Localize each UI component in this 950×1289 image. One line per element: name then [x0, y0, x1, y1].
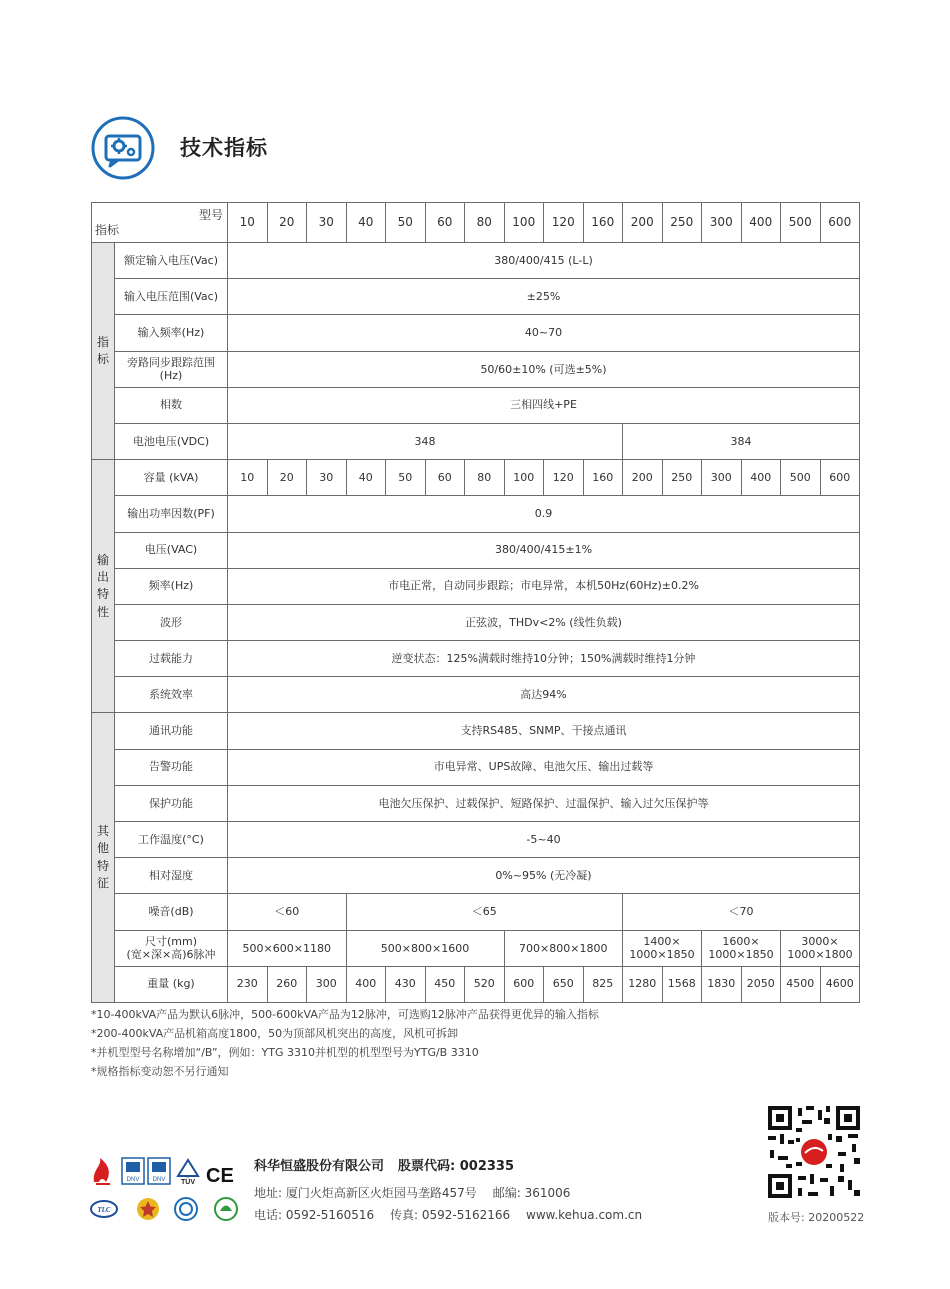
group-label-other: 其他特征 — [92, 713, 115, 1003]
model-label: 型号 — [198, 208, 223, 222]
param-value: 市电异常、UPS故障、电池欠压、输出过载等 — [228, 749, 860, 785]
param-label: 频率(Hz) — [115, 568, 228, 604]
param-label: 相对湿度 — [115, 858, 228, 894]
param-label: 保护功能 — [115, 785, 228, 821]
address: 地址: 厦门火炬高新区火炬园马垄路457号 — [254, 1186, 477, 1200]
cell-value: 80 — [465, 460, 505, 496]
param-value: ＜70 — [623, 894, 860, 930]
model-header: 60 — [425, 203, 465, 243]
cell-value: 600 — [820, 460, 860, 496]
param-value: -5~40 — [228, 822, 860, 858]
cell-value: 400 — [741, 460, 781, 496]
param-value: 1600× 1000×1850 — [702, 930, 781, 966]
dnv-cert-icon-1 — [122, 1158, 144, 1184]
param-label — [115, 930, 228, 966]
table-row — [92, 930, 860, 966]
cell-value: 500 — [781, 460, 821, 496]
param-value: 384 — [623, 423, 860, 459]
cell-value: 10 — [228, 460, 268, 496]
footnote: *200-400kVA产品机箱高度1800，50为顶部风机突出的高度，风机可拆卸 — [91, 1027, 459, 1040]
group-label-output: 输出特性 — [92, 460, 115, 713]
param-label: 输入频率(Hz) — [115, 315, 228, 351]
cell-value: 30 — [307, 460, 347, 496]
contact-line — [254, 1206, 642, 1223]
size-label-line2: (宽×深×高)6脉冲 — [126, 948, 216, 962]
param-value: 电池欠压保护、过载保护、短路保护、过温保护、输入过欠压保护等 — [228, 785, 860, 821]
model-header: 120 — [544, 203, 584, 243]
model-header: 300 — [702, 203, 742, 243]
table-row — [92, 641, 860, 677]
cell-value: 200 — [623, 460, 663, 496]
model-header: 160 — [583, 203, 623, 243]
postcode: 邮编: 361006 — [492, 1186, 571, 1200]
table-row — [92, 496, 860, 532]
model-header: 200 — [623, 203, 663, 243]
table-row — [92, 894, 860, 930]
certification-logos — [90, 1156, 242, 1226]
cell-value: 60 — [425, 460, 465, 496]
cell-value: 40 — [346, 460, 386, 496]
model-header: 80 — [465, 203, 505, 243]
round-cert-icon — [175, 1198, 197, 1220]
address-line — [254, 1184, 570, 1201]
param-label: 重量 (kg) — [115, 966, 228, 1002]
table-row — [92, 749, 860, 785]
cell-value: 450 — [425, 966, 465, 1002]
company-line — [254, 1155, 514, 1174]
param-label: 告警功能 — [115, 749, 228, 785]
settings-monitor-icon — [91, 116, 155, 180]
group-label-spec: 指标 — [92, 243, 115, 460]
table-row — [92, 315, 860, 351]
param-value: 700×800×1800 — [504, 930, 623, 966]
table-row — [92, 785, 860, 821]
cell-value: 300 — [307, 966, 347, 1002]
size-label-line1: 尺寸(mm) — [144, 934, 197, 948]
green-cert-icon — [215, 1198, 237, 1220]
footnote: *10-400kVA产品为默认6脉冲，500-600kVA产品为12脉冲，可选购12脉冲产品获得更优异的输入指标 — [91, 1008, 599, 1021]
model-header: 10 — [228, 203, 268, 243]
table-row — [92, 858, 860, 894]
ce-mark-icon: CE — [206, 1165, 234, 1187]
param-label: 输入电压范围(Vac) — [115, 279, 228, 315]
param-label: 相数 — [115, 387, 228, 423]
param-value: 50/60±10% (可选±5%) — [228, 351, 860, 387]
table-row — [92, 713, 860, 749]
footnote: *并机型型号名称增加“/B”，例如：YTG 3310并机型的机型型号为YTG/B 3310 — [91, 1046, 479, 1059]
table-row — [92, 423, 860, 459]
table-row — [92, 279, 860, 315]
table-row — [92, 460, 860, 496]
table-row — [92, 677, 860, 713]
dnv-label: DNV — [152, 1177, 166, 1183]
param-value: ＜65 — [346, 894, 623, 930]
cell-value: 120 — [544, 460, 584, 496]
param-label: 额定输入电压(Vac) — [115, 243, 228, 279]
param-value: 0.9 — [228, 496, 860, 532]
param-label: 输出功率因数(PF) — [115, 496, 228, 532]
cell-value: 4600 — [820, 966, 860, 1002]
param-value: 40~70 — [228, 315, 860, 351]
param-label: 波形 — [115, 604, 228, 640]
param-label: 系统效率 — [115, 677, 228, 713]
company-name: 科华恒盛股份有限公司 — [254, 1159, 385, 1174]
model-header: 500 — [781, 203, 821, 243]
cell-value: 20 — [267, 460, 307, 496]
flame-logo-icon — [94, 1158, 110, 1184]
tuv-label: TÜV — [181, 1179, 195, 1186]
cell-value: 430 — [386, 966, 426, 1002]
dnv-cert-icon-2 — [148, 1158, 170, 1184]
param-label: 过载能力 — [115, 641, 228, 677]
param-value: 380/400/415±1% — [228, 532, 860, 568]
tlc-cert-icon — [91, 1201, 117, 1217]
table-row — [92, 351, 860, 387]
table-row — [92, 387, 860, 423]
param-value: 高达94% — [228, 677, 860, 713]
param-value: 1400× 1000×1850 — [623, 930, 702, 966]
param-value: 500×800×1600 — [346, 930, 504, 966]
index-label: 指标 — [95, 223, 120, 237]
param-label: 工作温度(°C) — [115, 822, 228, 858]
tuv-cert-icon — [178, 1160, 198, 1186]
table-row — [92, 604, 860, 640]
cell-value: 650 — [544, 966, 584, 1002]
model-header: 250 — [662, 203, 702, 243]
param-value: 正弦波，THDv<2% (线性负载) — [228, 604, 860, 640]
header-row — [92, 203, 860, 243]
cell-value: 1830 — [702, 966, 742, 1002]
model-header: 600 — [820, 203, 860, 243]
tlc-label: TLC — [97, 1206, 111, 1214]
param-value: 支持RS485、SNMP、干接点通讯 — [228, 713, 860, 749]
cell-value: 2050 — [741, 966, 781, 1002]
model-header: 50 — [386, 203, 426, 243]
version-number: 版本号: 20200522 — [768, 1211, 865, 1224]
cell-value: 100 — [504, 460, 544, 496]
cell-value: 4500 — [781, 966, 821, 1002]
footnotes — [91, 1005, 599, 1081]
param-label: 通讯功能 — [115, 713, 228, 749]
table-row — [92, 966, 860, 1002]
cell-value: 520 — [465, 966, 505, 1002]
model-header: 40 — [346, 203, 386, 243]
header-corner — [92, 203, 228, 243]
model-header: 30 — [307, 203, 347, 243]
cell-value: 600 — [504, 966, 544, 1002]
cell-value: 230 — [228, 966, 268, 1002]
param-value: 3000× 1000×1800 — [781, 930, 860, 966]
param-value: ＜60 — [228, 894, 347, 930]
dnv-label: DNV — [126, 1177, 140, 1183]
table-row — [92, 822, 860, 858]
param-value: ±25% — [228, 279, 860, 315]
stock-code: 股票代码: 002335 — [398, 1159, 515, 1174]
param-value: 500×600×1180 — [228, 930, 347, 966]
phone: 电话: 0592-5160516 — [254, 1208, 375, 1222]
website-link[interactable]: www.kehua.com.cn — [526, 1208, 643, 1222]
cell-value: 300 — [702, 460, 742, 496]
cell-value: 400 — [346, 966, 386, 1002]
cell-value: 825 — [583, 966, 623, 1002]
cell-value: 250 — [662, 460, 702, 496]
param-value: 348 — [228, 423, 623, 459]
param-label: 旁路同步跟踪范围(Hz) — [115, 351, 228, 387]
footnote: *规格指标变动恕不另行通知 — [91, 1065, 229, 1078]
param-value: 380/400/415 (L-L) — [228, 243, 860, 279]
qr-code-icon — [768, 1106, 860, 1198]
cell-value: 260 — [267, 966, 307, 1002]
model-header: 20 — [267, 203, 307, 243]
param-value: 逆变状态：125%满载时维持10分钟；150%满载时维持1分钟 — [228, 641, 860, 677]
cell-value: 1568 — [662, 966, 702, 1002]
page-title: 技术指标 — [180, 136, 268, 160]
cell-value: 1280 — [623, 966, 663, 1002]
param-label: 电池电压(VDC) — [115, 423, 228, 459]
fax: 传真: 0592-5162166 — [390, 1208, 511, 1222]
star-award-icon — [137, 1198, 159, 1220]
cell-value: 50 — [386, 460, 426, 496]
param-label: 容量 (kVA) — [115, 460, 228, 496]
table-row — [92, 532, 860, 568]
cell-value: 160 — [583, 460, 623, 496]
model-header: 400 — [741, 203, 781, 243]
spec-table — [91, 202, 860, 1003]
model-header: 100 — [504, 203, 544, 243]
table-row — [92, 568, 860, 604]
param-value: 0%~95% (无冷凝) — [228, 858, 860, 894]
table-row — [92, 243, 860, 279]
param-label: 噪音(dB) — [115, 894, 228, 930]
param-value: 三相四线+PE — [228, 387, 860, 423]
param-label: 电压(VAC) — [115, 532, 228, 568]
param-value: 市电正常，自动同步跟踪；市电异常，本机50Hz(60Hz)±0.2% — [228, 568, 860, 604]
